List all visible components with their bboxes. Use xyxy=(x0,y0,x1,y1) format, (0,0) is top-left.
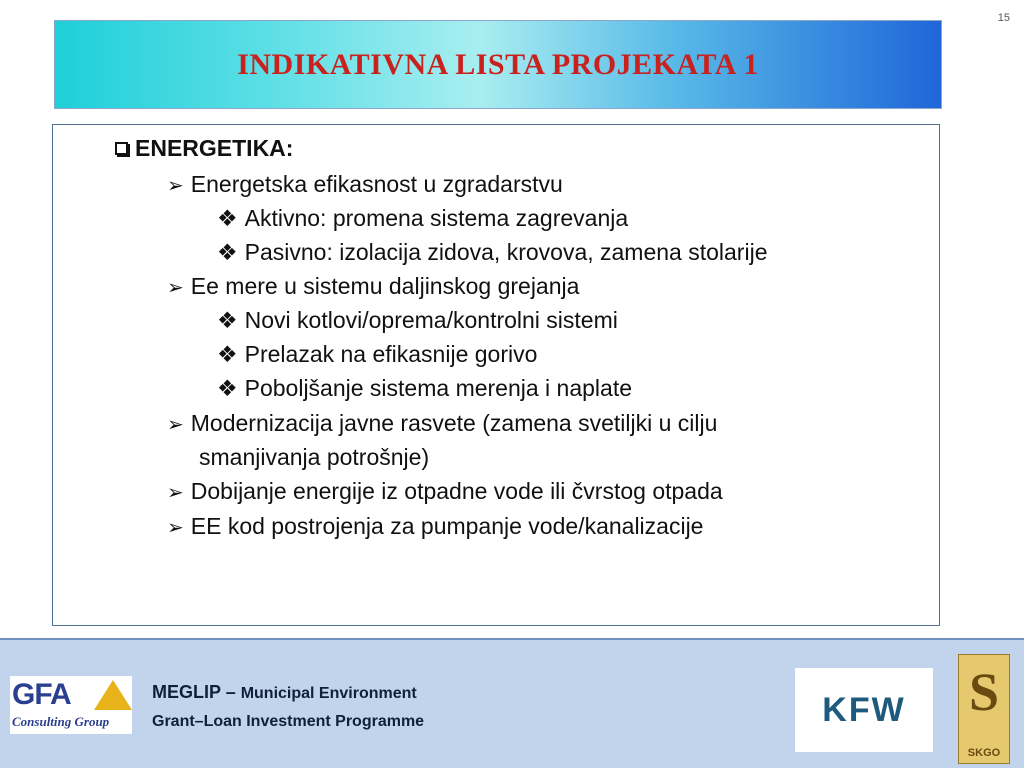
program-line-1: Municipal Environment xyxy=(240,685,417,702)
title-banner xyxy=(54,20,942,109)
list-item xyxy=(167,476,723,508)
program-line-2: Grant–Loan Investment Programme xyxy=(152,713,425,730)
list-item xyxy=(167,169,563,201)
list-item xyxy=(167,408,717,440)
arrow-bullet-icon: ➢ xyxy=(167,414,184,436)
skgo-logo xyxy=(958,654,1010,764)
gfa-logo xyxy=(10,676,132,734)
sub-list-item xyxy=(217,237,767,267)
heading-line xyxy=(115,133,293,163)
triangle-icon xyxy=(94,680,132,710)
checkbox-bullet-icon xyxy=(115,142,128,155)
arrow-bullet-icon: ➢ xyxy=(167,277,184,299)
slide-title: INDIKATIVNA LISTA PROJEKATA 1 xyxy=(237,47,759,81)
arrow-bullet-icon: ➢ xyxy=(167,482,184,504)
sub-list-item xyxy=(217,373,632,403)
page-number: 15 xyxy=(997,12,1010,24)
item-text-continuation: smanjivanja potrošnje) xyxy=(199,444,430,470)
arrow-bullet-icon: ➢ xyxy=(167,175,184,197)
sub-item-text: Prelazak na efikasnije gorivo xyxy=(244,341,538,367)
footer xyxy=(0,638,1024,768)
item-text: Ee mere u sistemu daljinskog grejanja xyxy=(190,273,580,299)
sub-list-item xyxy=(217,339,537,369)
diamond-bullet-icon: ❖ xyxy=(217,307,238,333)
item-text: Energetska efikasnost u zgradarstvu xyxy=(190,171,563,197)
skgo-logo-text: SKGO xyxy=(967,747,1001,759)
gfa-logo-subtitle: Consulting Group xyxy=(12,714,110,729)
sub-item-text: Poboljšanje sistema merenja i naplate xyxy=(244,375,633,401)
kfw-logo: KFW xyxy=(795,668,933,752)
gfa-logo-letters: GFA xyxy=(12,678,71,711)
section-heading: ENERGETIKA: xyxy=(135,135,294,161)
diamond-bullet-icon: ❖ xyxy=(217,205,238,231)
arrow-bullet-icon: ➢ xyxy=(167,517,184,539)
program-title xyxy=(152,678,424,736)
sub-list-item xyxy=(217,203,628,233)
program-name: MEGLIP xyxy=(152,682,221,702)
content-box xyxy=(52,124,940,626)
sub-item-text: Novi kotlovi/oprema/kontrolni sistemi xyxy=(244,307,618,333)
sub-item-text: Aktivno: promena sistema zagrevanja xyxy=(244,205,629,231)
diamond-bullet-icon: ❖ xyxy=(217,375,238,401)
item-text: Modernizacija javne rasvete (zamena svetiljki u cilju xyxy=(190,410,718,436)
diamond-bullet-icon: ❖ xyxy=(217,239,238,265)
list-item xyxy=(167,511,703,543)
program-dash: – xyxy=(220,682,241,702)
item-text: EE kod postrojenja za pumpanje vode/kanalizacije xyxy=(190,513,704,539)
sub-item-text: Pasivno: izolacija zidova, krovova, zamena stolarije xyxy=(244,239,768,265)
diamond-bullet-icon: ❖ xyxy=(217,341,238,367)
list-item xyxy=(167,271,579,303)
item-text: Dobijanje energije iz otpadne vode ili čvrstog otpada xyxy=(190,478,723,504)
skgo-logo-mark: S xyxy=(968,662,1000,722)
sub-list-item xyxy=(217,305,618,335)
